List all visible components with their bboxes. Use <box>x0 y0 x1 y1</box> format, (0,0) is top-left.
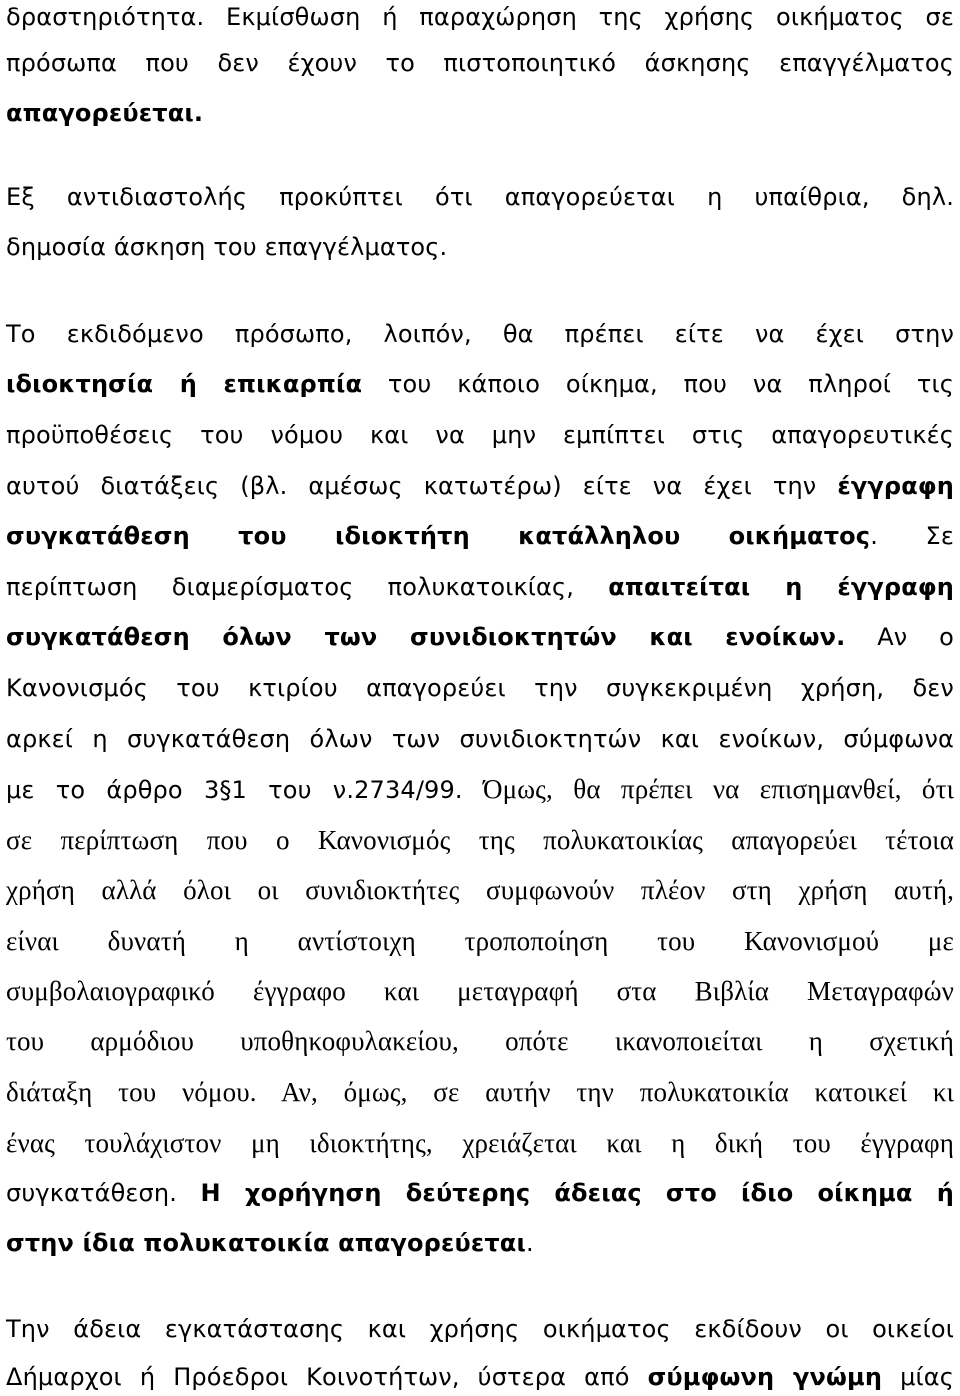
text-span: σε περίπτωση που ο Κανονισμός της πολυκατοικίας απαγορεύει τέτοια <box>6 825 954 855</box>
bold-text: έγγραφη <box>837 472 954 500</box>
bold-text: σύμφωνη γνώμη <box>647 1363 883 1391</box>
text-span: του κάποιο οίκημα, που να πληροί τις <box>362 370 955 398</box>
text-line <box>6 367 954 401</box>
text-line <box>6 317 954 351</box>
text-span: συμβολαιογραφικό έγγραφο και μεταγραφή στα Βιβλία Μεταγραφών <box>6 976 954 1006</box>
text-span: πρόσωπα που δεν έχουν το πιστοποιητικό άσκησης επαγγέλματος <box>6 49 954 77</box>
text-span: . Σε <box>870 522 954 550</box>
text-span: ένας τουλάχιστον μη ιδιοκτήτης, χρειάζεται και η δική του έγγραφη <box>6 1128 954 1158</box>
bold-text: ιδιοκτησία ή επικαρπία <box>6 370 363 398</box>
text-span: προϋποθέσεις του νόμου και να μην εμπίπτει στις απαγορευτικές <box>6 421 954 449</box>
text-span: συγκατάθεση. <box>6 1179 201 1207</box>
text-span: δραστηριότητα. Εκμίσθωση ή παραχώρηση της χρήσης οικήματος σε <box>6 3 954 31</box>
text-line <box>6 671 954 705</box>
bold-text: απαγορεύεται. <box>6 99 204 127</box>
text-line <box>6 0 954 34</box>
text-line <box>6 519 954 553</box>
text-span: χρήση αλλά όλοι οι συνιδιοκτήτες συμφωνούν πλέον στη χρήση αυτή, <box>6 875 954 905</box>
text-line <box>6 469 954 503</box>
text-span: Αν ο <box>845 623 954 651</box>
bold-text: συγκατάθεση όλων των συνιδιοκτητών και ενοίκων. <box>6 623 846 651</box>
text-line <box>6 772 954 807</box>
text-line <box>6 1176 954 1210</box>
text-span: δημοσία άσκηση του επαγγέλματος. <box>6 233 448 261</box>
text-line <box>6 1024 954 1058</box>
text-line <box>6 180 954 214</box>
text-span: μίας <box>882 1363 954 1391</box>
text-line <box>6 722 954 756</box>
bold-text: συγκατάθεση του ιδιοκτήτη κατάλληλου οικήματος <box>6 522 871 550</box>
text-span: . <box>525 1229 534 1257</box>
text-span: Όμως, θα πρέπει να επισημανθεί, ότι <box>462 774 954 804</box>
bold-text: Η χορήγηση δεύτερης άδειας στο ίδιο οίκημα ή <box>200 1179 954 1207</box>
text-line <box>6 96 954 130</box>
text-line <box>6 1075 954 1109</box>
text-span: Κανονισμός του κτιρίου απαγορεύει την συγκεκριμένη χρήση, δεν <box>6 674 954 702</box>
text-span: Εξ αντιδιαστολής προκύπτει ότι απαγορεύεται η υπαίθρια, δηλ. <box>6 183 954 211</box>
text-line <box>6 1226 954 1260</box>
text-span: αρκεί η συγκατάθεση όλων των συνιδιοκτητών και ενοίκων, σύμφωνα <box>6 725 954 753</box>
text-span: διάταξη του νόμου. Αν, όμως, σε αυτήν την πολυκατοικία κατοικεί κι <box>6 1077 954 1107</box>
text-line <box>6 620 954 654</box>
text-line <box>6 924 954 958</box>
bold-text: στην ίδια πολυκατοικία απαγορεύεται <box>6 1229 526 1257</box>
text-span: είναι δυνατή η αντίστοιχη τροποποίηση του Κανονισμού με <box>6 926 954 956</box>
bold-text: απαιτείται η έγγραφη <box>608 573 955 601</box>
text-line <box>6 1360 954 1394</box>
text-span: Την άδεια εγκατάστασης και χρήσης οικήματος εκδίδουν οι οικείοι <box>6 1315 954 1343</box>
text-span: με το άρθρο 3§1 του ν.2734/99. <box>6 776 463 804</box>
text-span: Το εκδιδόμενο πρόσωπο, λοιπόν, θα πρέπει είτε να έχει στην <box>6 320 954 348</box>
text-span: αυτού διατάξεις (βλ. αμέσως κατωτέρω) είτε να έχει την <box>6 472 838 500</box>
text-line <box>6 46 954 80</box>
text-line <box>6 1312 954 1346</box>
text-line <box>6 873 954 907</box>
text-line <box>6 1126 954 1160</box>
text-line <box>6 418 954 452</box>
text-line <box>6 974 954 1008</box>
text-line <box>6 570 954 604</box>
text-span: του αρμόδιου υποθηκοφυλακείου, οπότε ικανοποιείται η σχετική <box>6 1026 954 1056</box>
text-line <box>6 230 954 264</box>
text-span: περίπτωση διαμερίσματος πολυκατοικίας, <box>6 573 609 601</box>
text-line <box>6 823 954 857</box>
text-span: Δήμαρχοι ή Πρόεδροι Κοινοτήτων, ύστερα από <box>6 1363 648 1391</box>
